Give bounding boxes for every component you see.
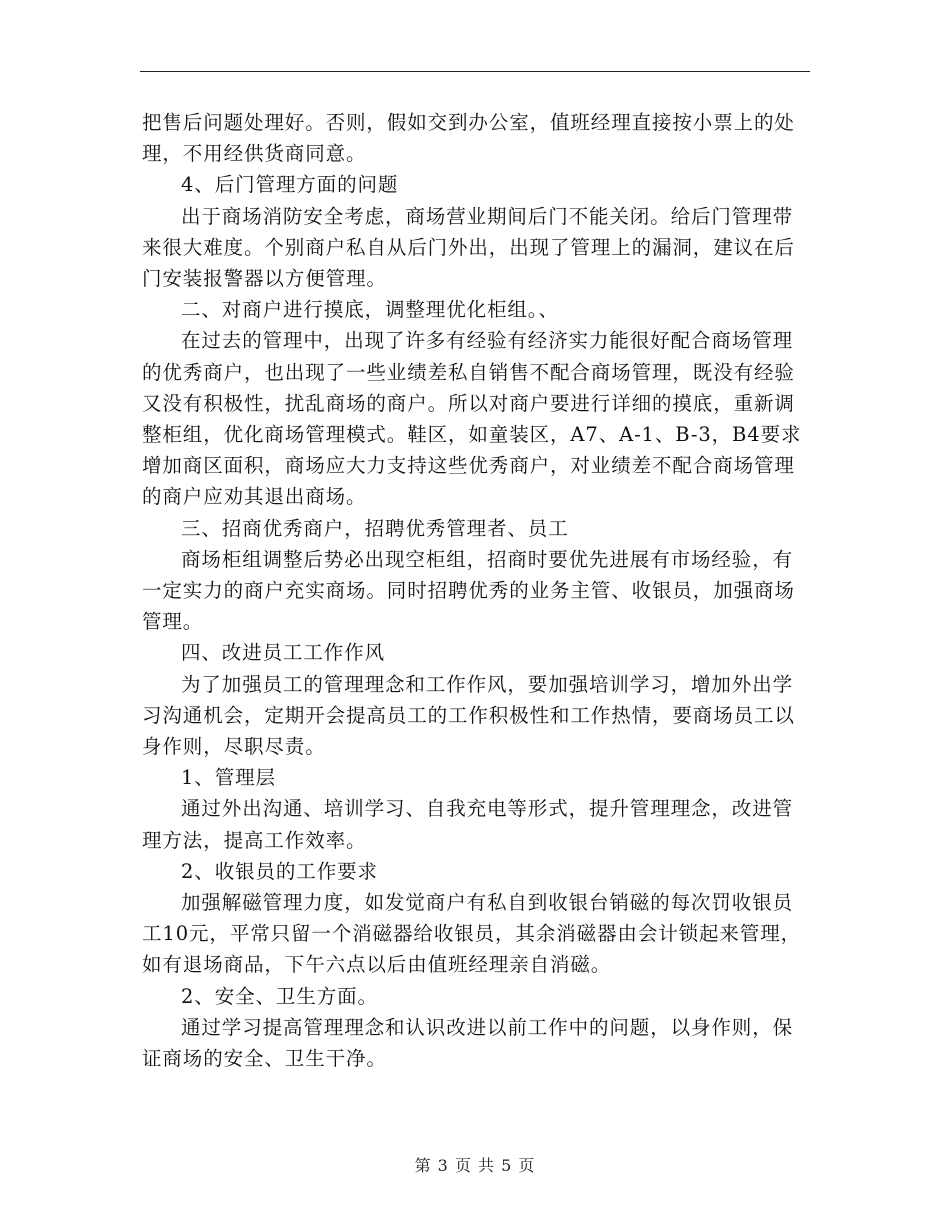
header-rule — [140, 71, 810, 72]
paragraph: 在过去的管理中，出现了许多有经验有经济实力能很好配合商场管理的优秀商户，也出现了一些业绩差私自销售不配合商场管理，既没有经验又没有积极性，扰乱商场的商户。所以对商户要进行详细的摸底，重新调整柜组，优化商场管理模式。鞋区，如童装区，A7、A-1、B-3，B4要求增加商区面积，商场应大力支持这些优秀商户，对业绩差不配合商场管理的商户应劝其退出商场。 — [142, 329, 802, 509]
heading-safety: 2、安全、卫生方面。 — [181, 984, 378, 1008]
heading-management: 1、管理层 — [181, 766, 276, 790]
paragraph: 通过学习提高管理理念和认识改进以前工作中的问题，以身作则，保证商场的安全、卫生干净。 — [142, 1015, 794, 1071]
heading-cashier: 2、收银员的工作要求 — [181, 859, 378, 883]
document-body — [142, 107, 810, 1074]
paragraph: 出于商场消防安全考虑，商场营业期间后门不能关闭。给后门管理带来很大难度。个别商户私自从后门外出，出现了管理上的漏洞，建议在后门安装报警器以方便管理。 — [142, 204, 795, 291]
page-number-footer: 第 3 页 共 5 页 — [414, 1156, 536, 1175]
heading-merchant-survey: 二、对商户进行摸底，调整理优化柜组。、 — [181, 298, 559, 322]
paragraph: 商场柜组调整后势必出现空柜组，招商时要优先进展有市场经验，有一定实力的商户充实商场。同时招聘优秀的业务主管、收银员，加强商场管理。 — [142, 547, 795, 634]
paragraph: 通过外出沟通、培训学习、自我充电等形式，提升管理理念，改进管理方法，提高工作效率。 — [142, 797, 794, 852]
paragraph: 为了加强员工的管理理念和工作作风，要加强培训学习，增加外出学习沟通机会，定期开会提高员工的工作积极性和工作热情，要商场员工以身作则，尽职尽责。 — [142, 672, 795, 759]
paragraph-continuation: 把售后问题处理好。否则，假如交到办公室，值班经理直接按小票上的处理，不用经供货商同意。 — [142, 111, 795, 166]
heading-back-door: 4、后门管理方面的问题 — [181, 173, 399, 197]
heading-recruitment: 三、招商优秀商户，招聘优秀管理者、员工 — [181, 516, 569, 540]
paragraph: 加强解磁管理力度，如发觉商户有私自到收银台销磁的每次罚收银员工10元，平常只留一个消磁器给收银员，其余消磁器由会计锁起来管理，如有退场商品，下午六点以后由值班经理亲自消磁。 — [142, 891, 802, 977]
heading-work-style: 四、改进员工工作作风 — [181, 641, 386, 665]
